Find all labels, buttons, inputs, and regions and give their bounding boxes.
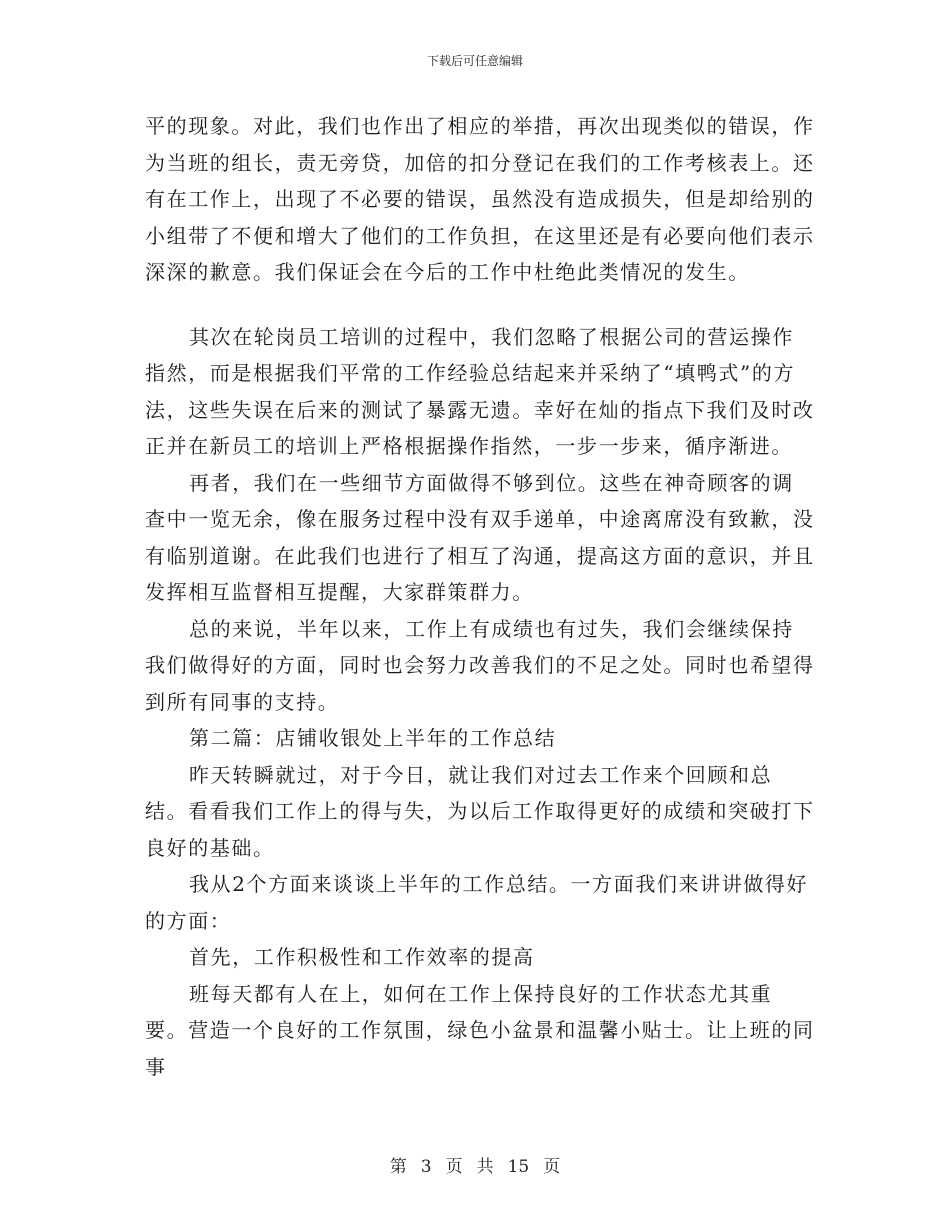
footer-suffix: 页: [543, 1157, 561, 1177]
footer-prefix: 第: [389, 1157, 407, 1177]
paragraph: 总的来说，半年以来，工作上有成绩也有过失，我们会继续保持我们做得好的方面，同时也会努力改善我们的不足之处。同时也希望得到所有同事的支持。: [145, 616, 815, 714]
paragraph: 再者，我们在一些细节方面做得不够到位。这些在神奇顾客的调查中一览无余，像在服务过程中没有双手递单，中途离席没有致歉，没有临别道谢。在此我们也进行了相互了沟通，提高这方面的意识，并且发挥相互监督相互提醒，大家群策群力。: [145, 470, 815, 604]
subheading: 首先，工作积极性和工作效率的提高: [189, 945, 535, 969]
paragraph: 班每天都有人在上，如何在工作上保持良好的工作状态尤其重要。营造一个良好的工作氛围，绿色小盆景和温馨小贴士。让上班的同事: [145, 981, 815, 1079]
page-footer: [0, 1156, 950, 1178]
paragraph: 我从2个方面来谈谈上半年的工作总结。一方面我们来讲讲做得好的方面：: [145, 872, 809, 933]
document-body: [145, 108, 815, 1085]
paragraph: 其次在轮岗员工培训的过程中，我们忽略了根据公司的营运操作指然，而是根据我们平常的工作经验总结起来并采纳了“填鸭式”的方法，这些失误在后来的测试了暴露无遗。幸好在灿的指点下我们及时改正并在新员工的培训上严格根据操作指然，一步一步来，循序渐进。: [145, 324, 815, 458]
footer-page-word: 页: [445, 1157, 463, 1177]
page-header: 下载后可任意编辑: [426, 54, 523, 68]
total-pages: 15: [507, 1157, 530, 1177]
footer-total-word: 共: [476, 1157, 494, 1177]
paragraph: 昨天转瞬就过，对于今日，就让我们对过去工作来个回顾和总结。看看我们工作上的得与失，为以后工作取得更好的成绩和突破打下良好的基础。: [145, 762, 815, 860]
paragraph: 平的现象。对此，我们也作出了相应的举措，再次出现类似的错误，作为当班的组长，责无旁贷，加倍的扣分登记在我们的工作考核表上。还有在工作上，出现了不必要的错误，虽然没有造成损失，但是却给别的小组带了不便和增大了他们的工作负担，在这里还是有必要向他们表示深深的歉意。我们保证会在今后的工作中杜绝此类情况的发生。: [145, 114, 815, 284]
section-title: 第二篇：店铺收银处上半年的工作总结: [189, 726, 557, 750]
page-number: 3: [420, 1157, 432, 1177]
